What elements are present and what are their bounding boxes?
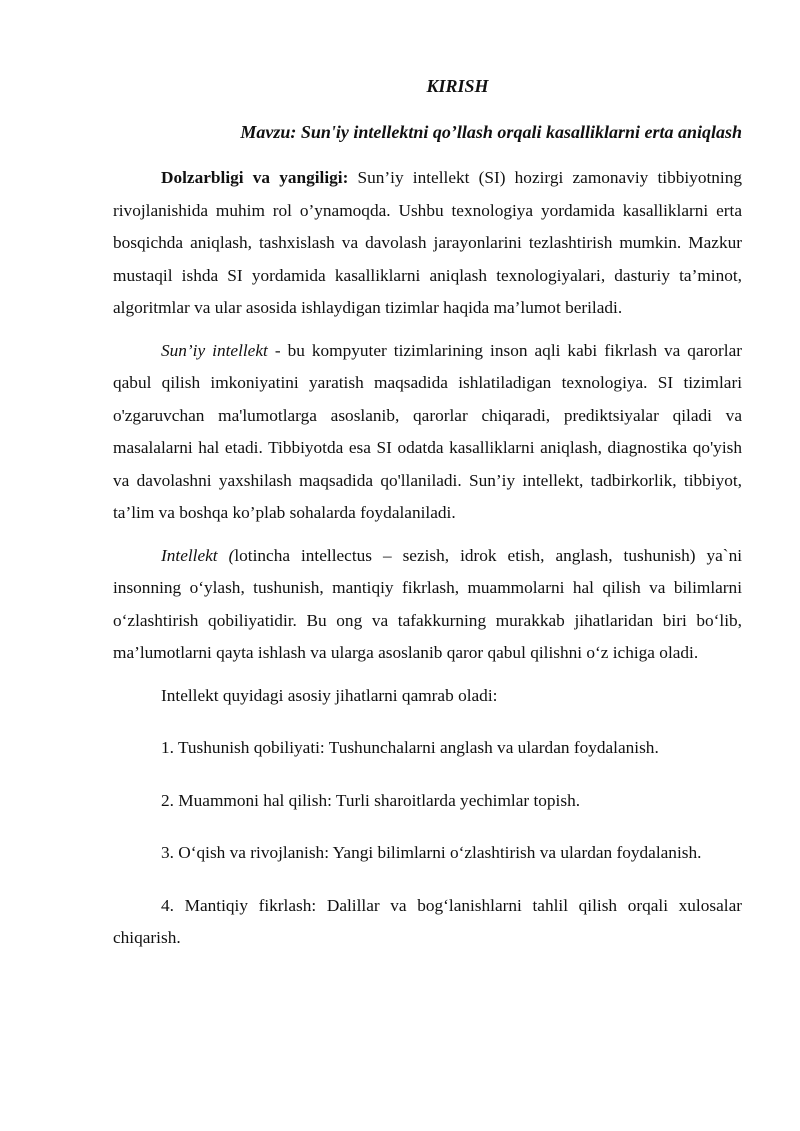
list-item: 3. O‘qish va rivojlanish: Yangi bilimlarni o‘zlashtirish va ulardan foydalanish. bbox=[161, 843, 702, 862]
paragraph-intellect-definition bbox=[113, 540, 742, 670]
paragraph-text: - bu kompyuter tizimlarining inson aqli kabi fikrlash va qarorlar qabul qilish imkoniyatini yaratish maqsadida ishlatiladigan texnologiya. SI tizimlari o'zgaruvchan ma'lumotlarga asoslanib, qarorlar chiqaradi, prediktsiyalar qiladi va masalalarni hal etadi. Tibbiyotda esa SI odatda kasalliklarni aniqlash, diagnostika qo'yish va davolashni yaxshilash maqsadida qo'llaniladi. Sun’iy intellekt, tadbirkorlik, tibbiyot, ta’lim va boshqa ko’plab sohalarda foydalaniladi. bbox=[113, 340, 742, 522]
paragraph-lead: Dolzarbligi va yangiligi: bbox=[161, 168, 349, 187]
paragraph-ai-definition bbox=[113, 335, 742, 530]
list-item: 4. Mantiqiy fikrlash: Dalillar va bog‘lanishlarni tahlil qilish orqali xulosalar chiqarish. bbox=[113, 895, 742, 947]
paragraph-text: Sun’iy intellekt (SI) hozirgi zamonaviy tibbiyotning rivojlanishida muhim rol o’ynamoqda. Ushbu texnologiya yordamida kasalliklarni erta bosqichda aniqlash, tashxislash va davolash jarayonlarini tezlashtirish mumkin. Mazkur mustaqil ishda SI yordamida kasalliklarni aniqlash texnologiyalari, dasturiy ta’minot, algoritmlar va ular asosida ishlaydigan tizimlar haqida ma’lumot beriladi. bbox=[113, 168, 742, 317]
list-intro: Intellekt quyidagi asosiy jihatlarni qamrab oladi: bbox=[161, 685, 498, 705]
paragraph-lead: Intellekt ( bbox=[161, 545, 235, 565]
paragraph-text: lotincha intellectus – sezish, idrok etish, anglash, tushunish) ya`ni insonning o‘ylash, tushunish, mantiqiy fikrlash, muammolarni hal qilish va bilimlarni o‘zlashtirish qobiliyatidir. Bu ong va tafakkurning murakkab jihatlaridan biri bo‘lib, ma’lumotlarni qayta ishlash va ularga asoslanib qaror qabul qilishni o‘z ichiga oladi. bbox=[113, 545, 743, 662]
page-title: KIRISH bbox=[426, 76, 489, 96]
list-item: 2. Muammoni hal qilish: Turli sharoitlarda yechimlar topish. bbox=[161, 790, 581, 810]
paragraph-relevance bbox=[113, 162, 742, 325]
paragraph-lead: Sun’iy intellekt bbox=[161, 340, 268, 360]
list-item: 1. Tushunish qobiliyati: Tushunchalarni anglash va ulardan foydalanish. bbox=[161, 738, 659, 757]
topic-subtitle: Mavzu: Sun'iy intellektni qo’llash orqali kasalliklarni erta aniqlash bbox=[240, 122, 742, 142]
